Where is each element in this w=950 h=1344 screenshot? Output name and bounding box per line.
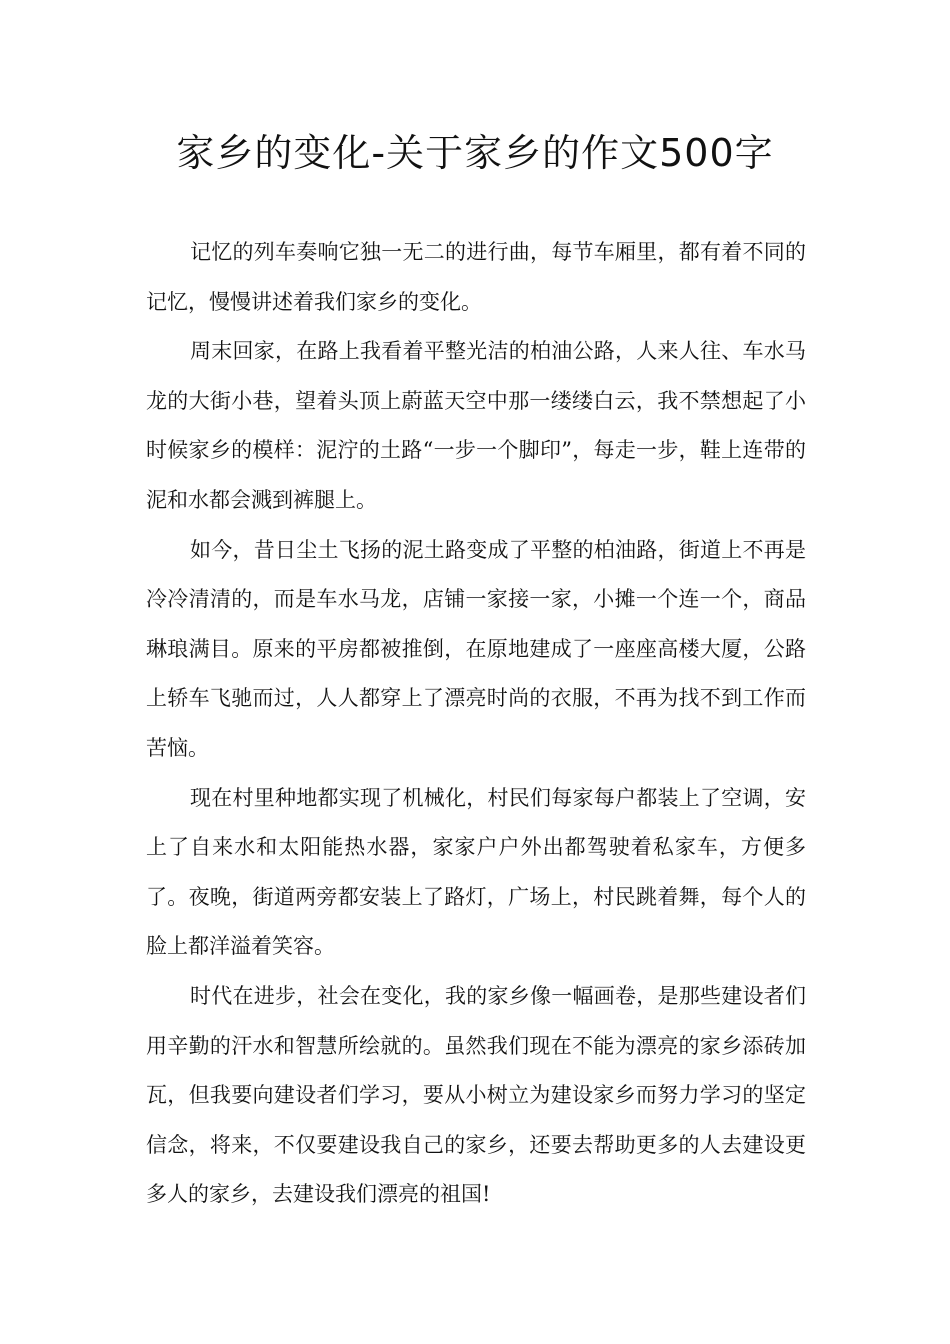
paragraph-2: 周末回家，在路上我看着平整光洁的柏油公路，人来人往、车水马龙的大街小巷，望着头顶上蔚蓝天空中那一缕缕白云，我不禁想起了小时候家乡的模样：泥泞的土路“一步一个脚印”，每走一步，鞋上连带的泥和水都会溅到裤腿上。 xyxy=(146,339,806,512)
document-title: 家乡的变化-关于家乡的作文500字 xyxy=(176,131,774,175)
paragraph-1: 记忆的列车奏响它独一无二的进行曲，每节车厢里，都有着不同的记忆，慢慢讲述着我们家乡的变化。 xyxy=(146,240,806,314)
document-body xyxy=(146,228,806,1220)
paragraph-3: 如今，昔日尘土飞扬的泥土路变成了平整的柏油路，街道上不再是冷冷清清的，而是车水马龙，店铺一家接一家，小摊一个连一个，商品琳琅满目。原来的平房都被推倒，在原地建成了一座座高楼大厦，公路上轿车飞驰而过，人人都穿上了漂亮时尚的衣服，不再为找不到工作而苦恼。 xyxy=(146,537,806,760)
paragraph-5: 时代在进步，社会在变化，我的家乡像一幅画卷，是那些建设者们用辛勤的汗水和智慧所绘就的。虽然我们现在不能为漂亮的家乡添砖加瓦，但我要向建设者们学习，要从小树立为建设家乡而努力学习的坚定信念，将来，不仅要建设我自己的家乡，还要去帮助更多的人去建设更多人的家乡，去建设我们漂亮的祖国! xyxy=(146,983,806,1207)
paragraph-4: 现在村里种地都实现了机械化，村民们每家每户都装上了空调，安上了自来水和太阳能热水器，家家户户外出都驾驶着私家车，方便多了。夜晚，街道两旁都安装上了路灯，广场上，村民跳着舞，每个人的脸上都洋溢着笑容。 xyxy=(146,785,806,959)
